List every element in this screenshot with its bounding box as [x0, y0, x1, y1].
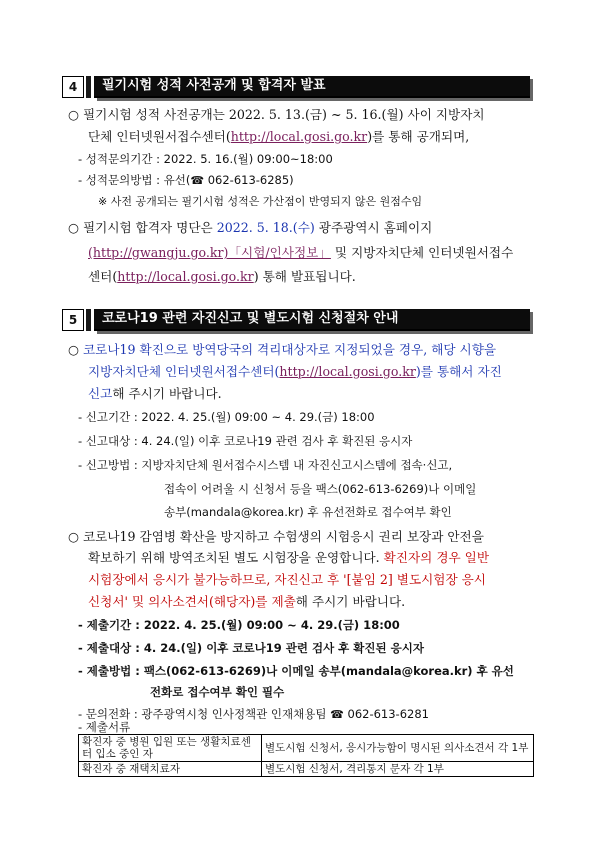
bullet-circle: ○	[68, 342, 79, 357]
section-4-bar	[86, 76, 91, 98]
s5-report-target: - 신고대상 : 4. 24.(일) 이후 코로나19 관련 검사 후 확진된 응시자	[78, 434, 413, 448]
s4-p2-date: 2022. 5. 18.(수)	[216, 220, 315, 235]
section-5-title: 코로나19 관련 자진신고 및 별도시험 신청절차 안내	[94, 309, 530, 331]
table-row	[79, 762, 534, 777]
s5-submit-method: - 제출방법 : 팩스(062-613-6269)나 이메일 송부(mandala@korea.kr) 후 유선	[78, 664, 514, 678]
s4-item-inquiry-period: - 성적문의기간 : 2022. 5. 16.(월) 09:00~18:00	[78, 152, 333, 166]
table-cell: 확진자 중 재택치료자	[79, 762, 262, 777]
section-5-number: 5	[62, 309, 84, 331]
bullet-circle: ○	[68, 529, 79, 544]
s5-p2-red3: 신청서' 및 의사소견서(해당자)를 제출	[88, 594, 296, 609]
s5-p1-text3a: 신고	[88, 386, 113, 401]
s5-report-method-3: 송부(mandala@korea.kr) 후 유선전화로 접수여부 확인	[164, 505, 452, 519]
s5-p2-line4	[88, 594, 405, 610]
s4-p2-text1a: 필기시험 합격자 명단은	[83, 220, 217, 235]
s5-p2-line1	[68, 529, 484, 545]
gwangju-link[interactable]: (http://gwangju.go.kr)「시험/인사정보」	[88, 245, 331, 260]
documents-table	[78, 734, 534, 777]
s5-report-method-2: 접속이 어려울 시 신청서 등을 팩스(062-613-6269)나 이메일	[164, 482, 477, 496]
section-5-bar	[86, 309, 91, 331]
s4-item2-text: - 성적문의방법 : 유선(	[78, 173, 191, 187]
s5-report-period: - 신고기간 : 2022. 4. 25.(월) 09:00 ~ 4. 29.(금) 18:00	[78, 410, 375, 424]
s4-p2-text1b: 광주광역시 홈페이지	[314, 220, 433, 235]
s4-p1-text1: 필기시험 성적 사전공개는 2022. 5. 13.(금) ~ 5. 16.(월) 사이 지방자치	[83, 107, 485, 122]
s4-p1-line1	[68, 107, 485, 123]
s5-p2-line2	[88, 550, 489, 566]
s4-item2-number: 062-613-6285)	[204, 173, 294, 187]
section-4-title: 필기시험 성적 사전공개 및 합격자 발표	[94, 76, 530, 98]
s4-p2-text2b: 및 지방자치단체 인터넷원서접수	[330, 245, 514, 260]
s4-item-inquiry-method	[78, 172, 294, 189]
local-gosi-link[interactable]: http://local.gosi.go.kr	[230, 129, 368, 144]
s5-submit-target: - 제출대상 : 4. 24.(일) 이후 코로나19 관련 검사 후 확진된 응시자	[78, 641, 424, 655]
section-4-number: 4	[62, 76, 84, 98]
s5-contact-number: 062-613-6281	[343, 707, 429, 721]
s5-p1-line3	[88, 386, 222, 402]
s4-p1-text2b: )를 통해 공개되며,	[367, 129, 470, 144]
s5-p2-line3: 시험장에서 응시가 불가능하므로, 자진신고 후 '[붙임 2] 별도시험장 응시	[88, 572, 486, 587]
s4-note: ※ 사전 공개되는 필기시험 성적은 가산점이 반영되지 않은 원점수임	[98, 195, 423, 208]
s5-p1-text1: 코로나19 확진으로 방역당국의 격리대상자로 지정되었을 경우, 해당 시향을	[83, 342, 497, 357]
s4-p2-line3	[88, 269, 356, 285]
local-gosi-link-3[interactable]: http://local.gosi.go.kr	[279, 364, 416, 379]
phone-icon: ☎	[190, 174, 205, 187]
phone-icon: ☎	[330, 708, 344, 721]
s5-p1-line1	[68, 342, 496, 358]
s5-submit-method-2: 전화로 접수여부 확인 필수	[150, 685, 285, 699]
s5-p2-text1: 코로나19 감염병 확산을 방지하고 수험생의 시험응시 권리 보장과 안전을	[83, 529, 484, 544]
s4-p2-text3b: ) 통해 발표됩니다.	[253, 269, 356, 284]
table-row	[79, 735, 534, 762]
s5-contact	[78, 706, 429, 723]
s5-contact-text: - 문의전화 : 광주광역시청 인사정책관 인재채용팀	[78, 707, 331, 721]
s4-p2-line1	[68, 220, 432, 236]
s4-p1-line2	[88, 129, 469, 145]
s5-p2-red1: 확진자의 경우 일반	[383, 550, 490, 565]
s5-p1-text2b: )를 통해서 자진	[415, 364, 502, 379]
s5-documents-label: - 제출서류	[78, 720, 131, 734]
s5-report-method: - 신고방법 : 지방자치단체 원서접수시스템 내 자진신고시스템에 접속·신고,	[78, 458, 453, 472]
bullet-circle: ○	[68, 107, 79, 122]
s5-submit-period: - 제출기간 : 2022. 4. 25.(월) 09:00 ~ 4. 29.(금) 18:00	[78, 618, 400, 632]
s5-p1-text2a: 지방자치단체 인터넷원서접수센터(	[88, 364, 280, 379]
table-cell: 별도시험 신청서, 응시가능함이 명시된 의사소견서 각 1부	[262, 735, 534, 762]
bullet-circle: ○	[68, 220, 79, 235]
s5-p1-text3b: 해 주시기 바랍니다.	[112, 386, 222, 401]
s4-p1-text2a: 단체 인터넷원서접수센터(	[88, 129, 231, 144]
s4-p2-text3a: 센터(	[88, 269, 118, 284]
table-cell: 별도시험 신청서, 격리통지 문자 각 1부	[262, 762, 534, 777]
s5-p1-line2	[88, 364, 502, 380]
s4-p2-line2	[88, 245, 513, 261]
s5-p2-text4b: 해 주시기 바랍니다.	[295, 594, 406, 609]
local-gosi-link-2[interactable]: http://local.gosi.go.kr	[117, 269, 254, 284]
s5-p2-text2a: 확보하기 위해 방역조치된 별도 시험장을 운영합니다.	[88, 550, 384, 565]
table-cell: 확진자 중 병원 입원 또는 생활치료센터 입소 중인 자	[79, 735, 262, 762]
